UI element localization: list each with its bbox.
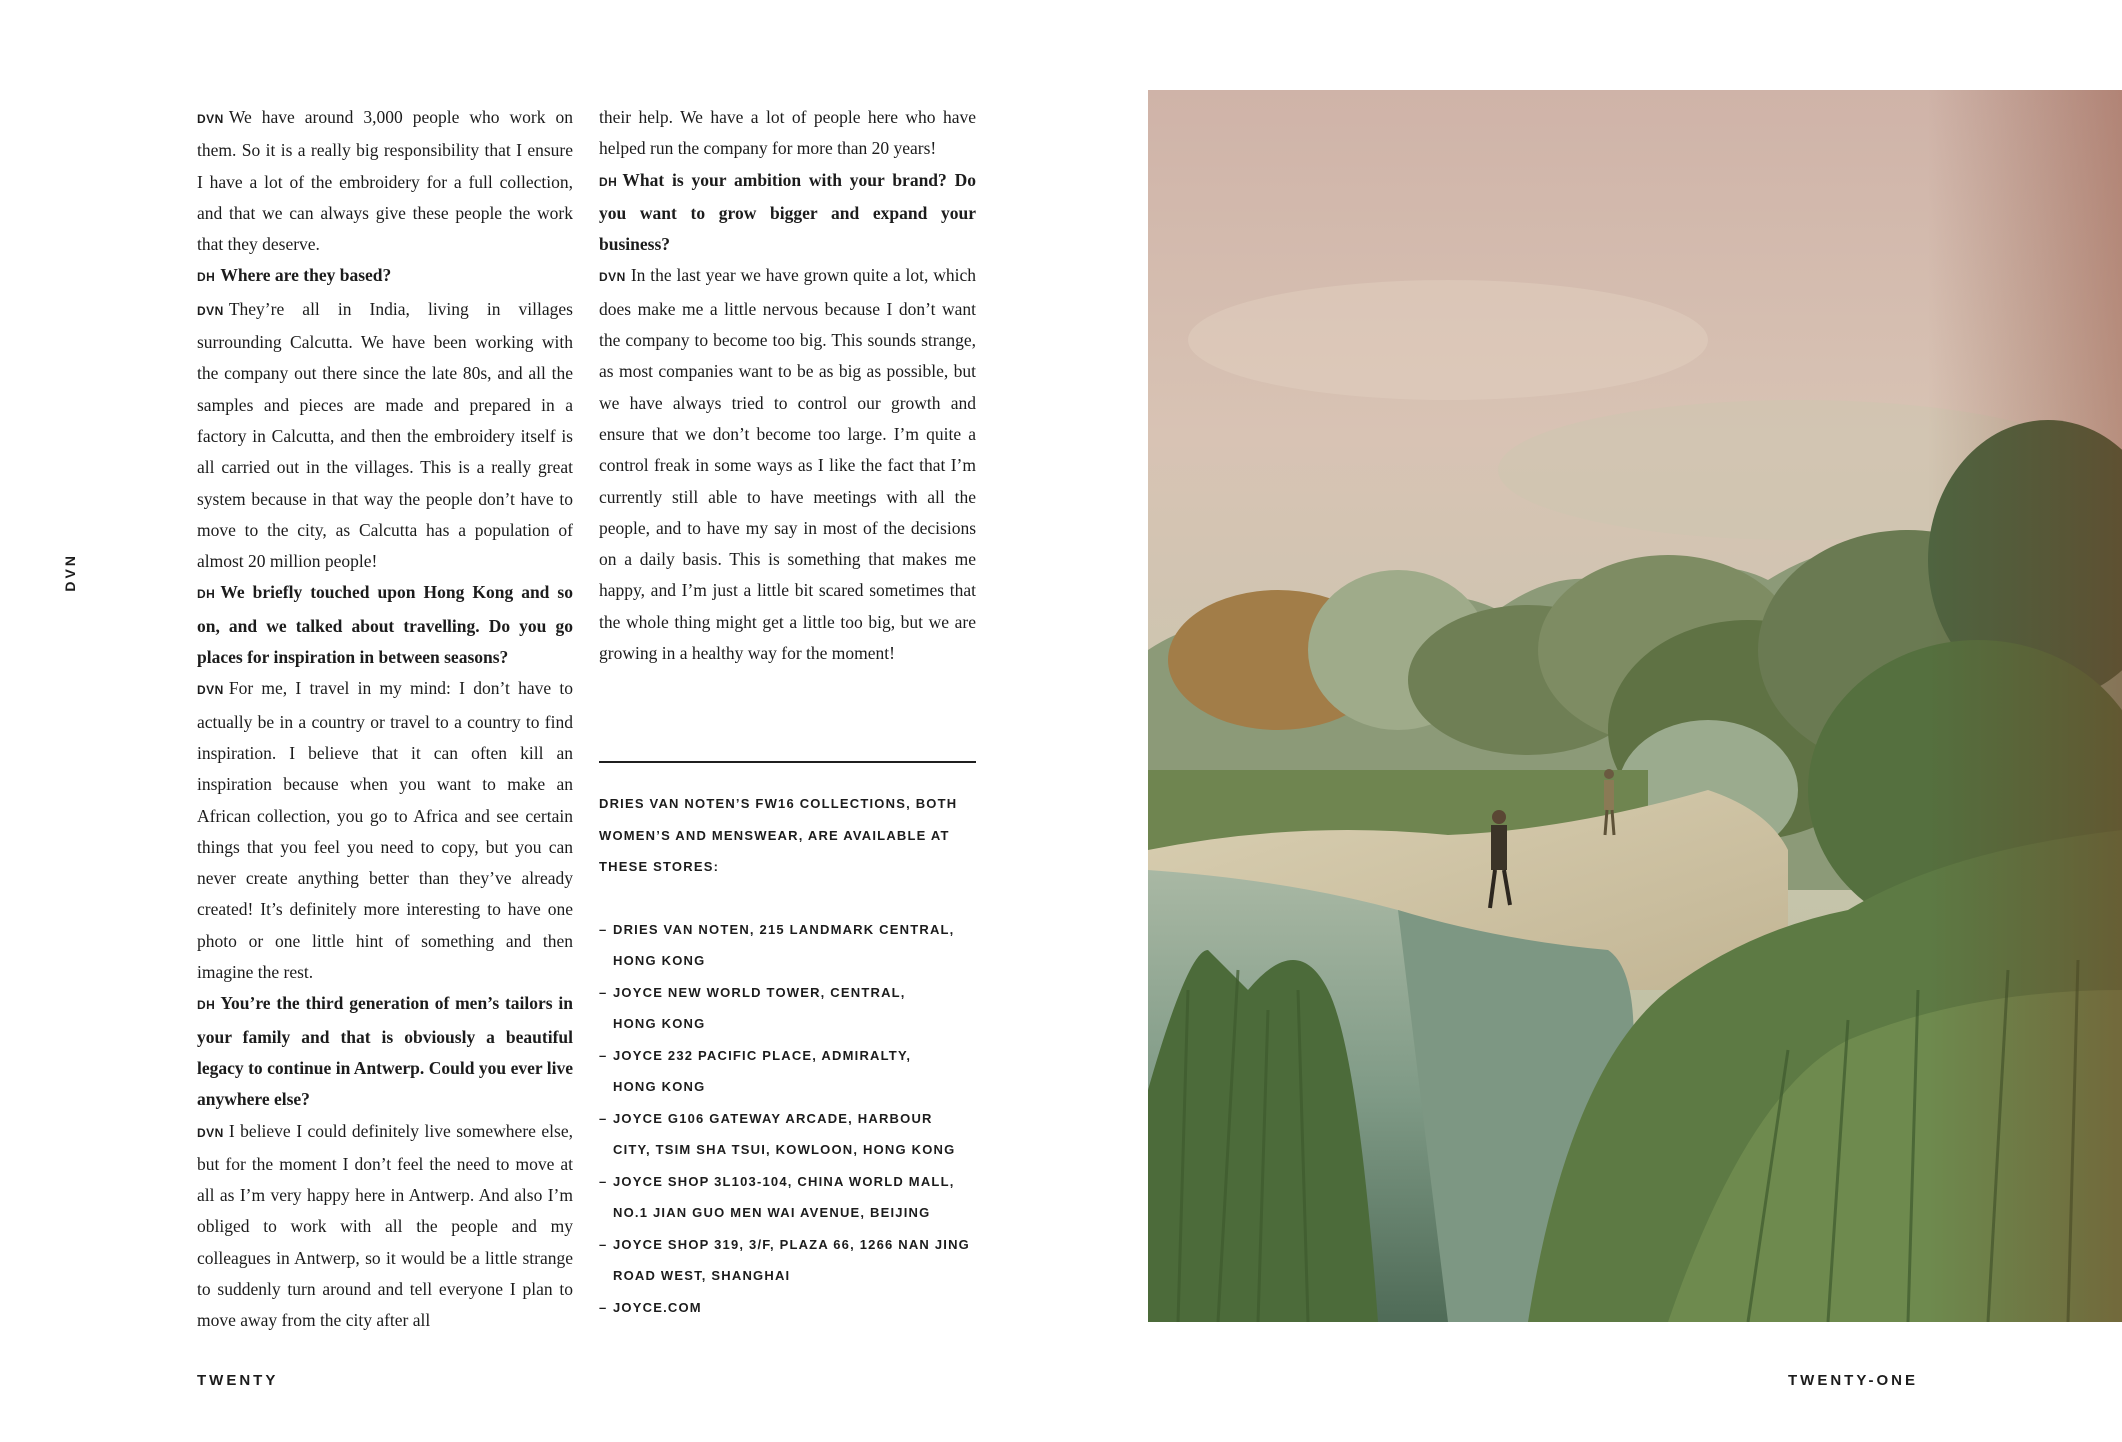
store-item [599, 1292, 976, 1324]
paragraph [197, 294, 573, 578]
question-paragraph [599, 165, 976, 261]
question-text: What is your ambition with your brand? Do you want to grow bigger and expand your business? [599, 169, 976, 255]
store-item [599, 1103, 976, 1166]
paragraph [197, 673, 573, 988]
paragraph-text: For me, I travel in my mind: I don’t have to actually be in a country or travel to a country to find inspiration. I believe that it can often kill an inspiration because when you want to make an African collection, you go to Africa and see certain things that you feel you need to copy, but you can never create anything better than they’ve already created! It’s definitely more interesting to have one photo or one little hint of something and then imagine the rest. [197, 678, 573, 983]
speaker-tag: DH [599, 174, 618, 189]
paragraph-text: In the last year we have grown quite a lot, which does make me a little nervous because I don’t want the company to become too big. This sounds strange, as most companies want to be as big as possible, but we have always tried to control our growth and ensure that we don’t become too large. I’m quite a control freak in some ways as I like the fact that I’m currently still able to have meetings with all the people, and to have my say in most of the decisions on a daily basis. This is something that makes me happy, and I’m just a little bit scared sometimes that the whole thing might get a little too big, but we are growing in a healthy way for the moment! [599, 265, 976, 664]
store-line-2: ROAD WEST, SHANGHAI [613, 1268, 791, 1283]
question-text: We briefly touched upon Hong Kong and so on, and we talked about travelling. Do you go places for inspiration in between seasons? [197, 582, 573, 668]
paragraph-text: We have around 3,000 people who work on them. So it is a really big responsibility that I ensure I have a lot of the embroidery for a full collection, and that we can always give these people the work that they deserve. [197, 107, 573, 255]
landscape-photo-illustration [1148, 90, 2122, 1322]
question-paragraph [197, 577, 573, 673]
store-line-2: NO.1 JIAN GUO MEN WAI AVENUE, BEIJING [613, 1205, 931, 1220]
store-line-2: HONG KONG [613, 953, 706, 968]
paragraph-text: their help. We have a lot of people here who have helped run the company for more than 20 years! [599, 107, 976, 159]
speaker-tag: DVN [599, 270, 626, 285]
divider-rule [599, 761, 976, 763]
store-line-1: JOYCE 232 PACIFIC PLACE, ADMIRALTY, [613, 1047, 912, 1063]
interview-column-left [197, 102, 573, 1337]
list-dash: – [599, 1299, 608, 1315]
section-side-label: DVN [62, 553, 78, 592]
store-item [599, 977, 976, 1040]
stores-list [599, 914, 976, 1324]
list-dash: – [599, 1110, 608, 1126]
stores-box [599, 788, 976, 1323]
question-paragraph [197, 260, 573, 293]
paragraph [599, 102, 976, 165]
list-dash: – [599, 984, 608, 1000]
list-dash: – [599, 1236, 608, 1252]
store-item [599, 1166, 976, 1229]
paragraph [197, 1116, 573, 1337]
paragraph-text: I believe I could definitely live somewhere else, but for the moment I don’t feel the need to move at all as I’m very happy here in Antwerp. And also I’m obliged to work with all the people and my colleagues in Antwerp, so it would be a little strange to suddenly turn around and tell everyone I plan to move away from the city after all [197, 1120, 573, 1331]
interview-column-right [599, 102, 976, 669]
stores-intro: DRIES VAN NOTEN’S FW16 COLLECTIONS, BOTH WOMEN’S AND MENSWEAR, ARE AVAILABLE AT THESE STORES: [599, 796, 958, 874]
store-item [599, 1229, 976, 1292]
store-line-1: JOYCE NEW WORLD TOWER, CENTRAL, [613, 984, 906, 1000]
store-line-1: JOYCE SHOP 319, 3/F, PLAZA 66, 1266 NAN JING [613, 1236, 970, 1252]
page-number-right: TWENTY-ONE [1788, 1372, 1918, 1389]
question-text: Where are they based? [220, 265, 392, 286]
speaker-tag: DVN [197, 683, 224, 698]
store-line-2: HONG KONG [613, 1016, 706, 1031]
store-item [599, 914, 976, 977]
speaker-tag: DH [197, 587, 216, 602]
store-line-1: DRIES VAN NOTEN, 215 LANDMARK CENTRAL, [613, 921, 955, 937]
speaker-tag: DH [197, 270, 216, 285]
speaker-tag: DVN [197, 112, 224, 126]
paragraph [599, 260, 976, 669]
store-line-1: JOYCE.COM [613, 1299, 702, 1315]
speaker-tag: DVN [197, 1125, 224, 1140]
paragraph-text: They’re all in India, living in villages surrounding Calcutta. We have been working with the company out there since the late 80s, and all the samples and pieces are made and prepared in a factory in Calcutta, and then the embroidery itself is all carried out in the villages. This is a really great system because in that way the people don’t have to move to the city, as Calcutta has a population of almost 20 million people! [197, 298, 573, 572]
list-dash: – [599, 1047, 608, 1063]
list-dash: – [599, 921, 608, 937]
question-paragraph [197, 988, 573, 1115]
store-item [599, 1040, 976, 1103]
landscape-photo [1148, 90, 2122, 1322]
paragraph [197, 102, 573, 260]
store-line-1: JOYCE G106 GATEWAY ARCADE, HARBOUR [613, 1110, 933, 1126]
speaker-tag: DH [197, 998, 216, 1013]
question-text: You’re the third generation of men’s tailors in your family and that is obviously a beautiful legacy to continue in Antwerp. Could you ever live anywhere else? [197, 993, 573, 1110]
page-number-left: TWENTY [197, 1372, 279, 1389]
list-dash: – [599, 1173, 608, 1189]
store-line-1: JOYCE SHOP 3L103-104, CHINA WORLD MALL, [613, 1173, 955, 1189]
store-line-2: HONG KONG [613, 1079, 706, 1094]
store-line-2: CITY, TSIM SHA TSUI, KOWLOON, HONG KONG [613, 1142, 956, 1157]
speaker-tag: DVN [197, 303, 224, 318]
